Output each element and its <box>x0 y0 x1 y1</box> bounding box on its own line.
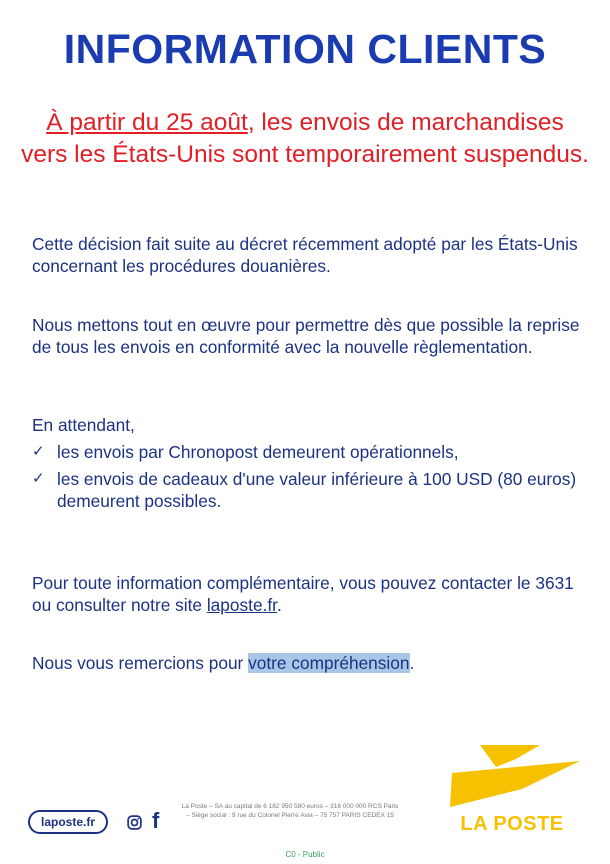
thanks-end: . <box>409 653 415 673</box>
paragraph-meanwhile: En attendant, <box>32 415 135 435</box>
paragraph-contact <box>32 572 582 616</box>
logo-text: LA POSTE <box>460 813 564 835</box>
la-poste-logo <box>442 745 582 835</box>
paragraph-decision: Cette décision fait suite au décret récemment adopté par les États-Unis concernant les procédures douanières. <box>32 234 578 276</box>
la-poste-bird-icon <box>444 745 580 807</box>
facebook-icon[interactable]: f <box>152 808 160 833</box>
paragraph-thanks <box>32 652 582 674</box>
list-item-text: les envois de cadeaux d'une valeur inférieure à 100 USD (80 euros) demeurent possibles. <box>57 469 577 511</box>
page-title: INFORMATION CLIENTS <box>63 26 547 72</box>
thanks-text: Nous vous remercions pour <box>32 653 249 673</box>
checkmark-icon: ✓ <box>32 443 45 460</box>
website-pill-button[interactable]: laposte.fr <box>28 810 108 834</box>
alert-text: , les envois de marchandises vers les États-Unis sont temporairement suspendus. <box>21 109 589 168</box>
alert-date: À partir du 25 août <box>46 109 248 136</box>
contact-end: . <box>276 595 282 615</box>
laposte-link[interactable]: laposte.fr <box>206 595 277 615</box>
highlighted-text: votre compréhension <box>248 653 410 673</box>
checkmark-icon: ✓ <box>32 470 45 487</box>
list-item-text: les envois par Chronopost demeurent opérationnels, <box>57 442 459 462</box>
suspension-alert <box>20 107 590 171</box>
list-item <box>32 468 582 512</box>
list-item <box>32 441 582 463</box>
legal-notice: La Poste – SA au capital de 6 182 950 580 euros – 316 000 000 RCS Paris – Siège social : 9 rue du Colonel Pierre Avia – 75 757 PARIS CEDEX 15 <box>181 803 399 819</box>
instagram-icon[interactable] <box>127 815 142 830</box>
paragraph-efforts: Nous mettons tout en œuvre pour permettre dès que possible la reprise de tous les envois en conformité avec la nouvelle règlementation. <box>32 315 580 357</box>
contact-text: Pour toute information complémentaire, vous pouvez contacter le 3631 ou consulter notre site <box>32 573 574 615</box>
classification-label: C0 - Public <box>285 850 325 859</box>
checklist <box>32 441 582 517</box>
